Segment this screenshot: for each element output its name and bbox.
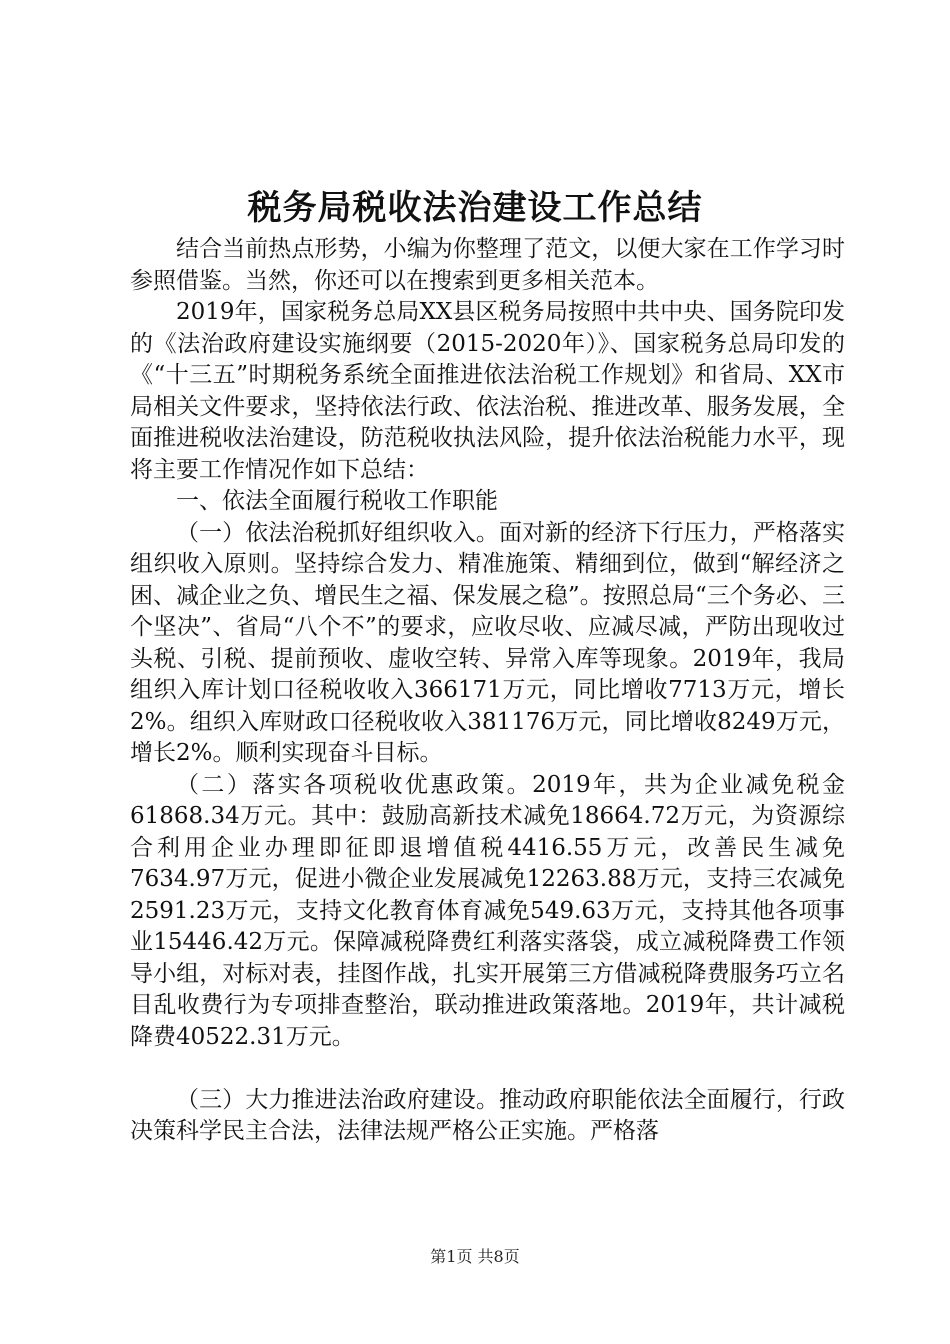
page-number-footer: 第1页 共8页 xyxy=(430,1247,520,1266)
subsection-paragraph-3: （三）大力推进法治政府建设。推动政府职能依法全面履行，行政决策科学民主合法，法律法规严格公正实施。严格落 xyxy=(130,1086,845,1144)
section-heading-1: 一、依法全面履行税收工作职能 xyxy=(176,488,498,514)
document-body xyxy=(130,234,845,1148)
intro-paragraph: 结合当前热点形势，小编为你整理了范文，以便大家在工作学习时参照借鉴。当然，你还可以在搜索到更多相关范本。 xyxy=(130,236,845,294)
overview-paragraph: 2019年，国家税务总局XX县区税务局按照中共中央、国务院印发的《法治政府建设实施纲要（2015-2020年）》、国家税务总局印发的《“十三五”时期税务系统全面推进依法治税工作规划》和省局、XX市局相关文件要求，坚持依法行政、依法治税、推进改革、服务发展，全面推进税收法治建设，防范税收执法风险，提升依法治税能力水平，现将主要工作情况作如下总结： xyxy=(130,299,845,483)
document-title: 税务局税收法治建设工作总结 xyxy=(247,188,703,228)
subsection-paragraph-2: （二）落实各项税收优惠政策。2019年，共为企业减免税金61868.34万元。其中：鼓励高新技术减免18664.72万元，为资源综合利用企业办理即征即退增值税4416.55万元，改善民生减免7634.97万元，促进小微企业发展减免12263.88万元，支持三农减免2591.23万元，支持文化教育体育减免549.63万元，支持其他各项事业15446.42万元。保障减税降费红利落实落袋，成立减税降费工作领导小组，对标对表，挂图作战，扎实开展第三方借减税降费服务巧立名目乱收费行为专项排查整治，联动推进政策落地。2019年，共计减税降费40522.31万元。 xyxy=(130,771,845,1050)
subsection-paragraph-1: （一）依法治税抓好组织收入。面对新的经济下行压力，严格落实组织收入原则。坚持综合发力、精准施策、精细到位，做到“解经济之困、减企业之负、增民生之福、保发展之稳”。按照总局“三个务必、三个坚决”、省局“八个不”的要求，应收尽收、应减尽减，严防出现收过头税、引税、提前预收、虚收空转、异常入库等现象。2019年，我局组织入库计划口径税收收入366171万元，同比增收7713万元，增长2%。组织入库财政口径税收收入381176万元，同比增收8249万元，增长2%。顺利实现奋斗目标。 xyxy=(130,519,845,766)
